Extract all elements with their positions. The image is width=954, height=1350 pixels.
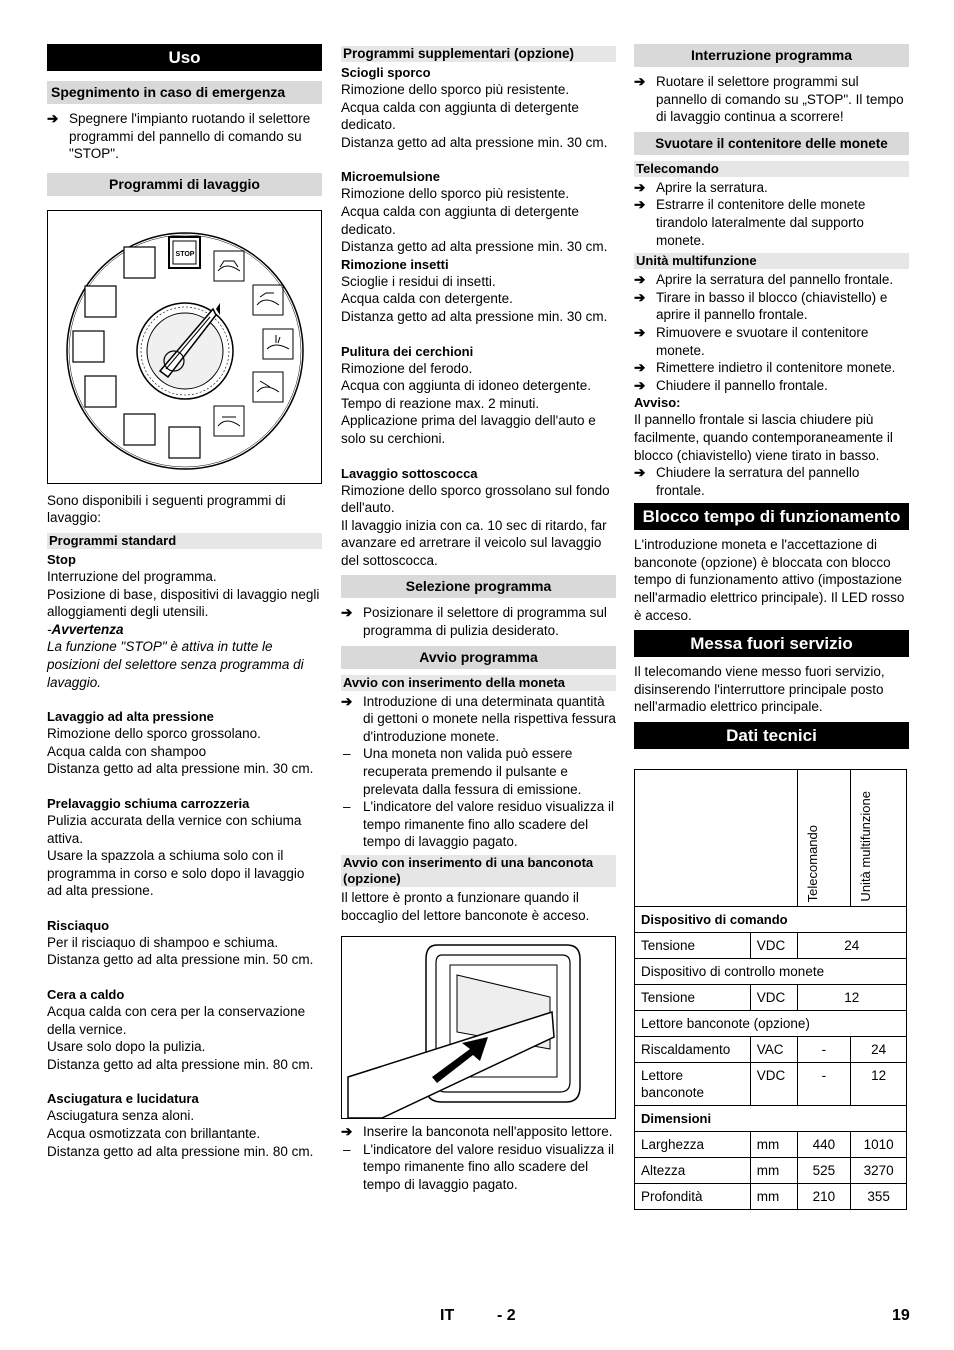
program-sottoscocca-text: Rimozione dello sporco grossolano sul fondo dell'auto. Il lavaggio inizia con ca. 10 sec di ritardo, far avanzare ed arretrare il veicolo sul lavaggio del sottoscocca.: [341, 482, 610, 568]
banknote-reader-figure: [341, 936, 616, 1119]
arrow-icon: ➔: [341, 605, 353, 621]
messa-text: Il telecomando viene messo fuori servizio, disinserendo l'interruttore principale posto nell'armadio elettrico principale.: [634, 664, 885, 715]
avviso-text: Il pannello frontale si lascia chiudere più facilmente, quando contemporaneamente il blocco (chiavistello) viene tirato in basso.: [634, 412, 893, 463]
program-lavaggio-text: Rimozione dello sporco grossolano. Acqua calda con shampoo Distanza getto ad alta pressione min. 30 cm.: [47, 726, 314, 777]
footer-sub-page: - 2: [497, 1307, 516, 1324]
section-title-dati: Dati tecnici: [634, 722, 909, 749]
program-micro-text: Rimozione dello sporco più resistente. Acqua calda con aggiunta di detergente dedicato. Distanza getto ad alta pressione min. 30 cm.: [341, 186, 608, 255]
table-row: Tensione VDC 12: [635, 985, 907, 1011]
step-avviso: ➔ Chiudere la serratura del pannello frontale.: [634, 465, 860, 498]
banknote-reader-illustration: [342, 937, 615, 1118]
section-title-uso: Uso: [47, 44, 322, 71]
step-unita-1: ➔ Aprire la serratura del pannello frontale.: [634, 272, 894, 288]
step-tele-2: ➔ Estrarre il contenitore delle monete tirandolo lateralmente dal supporto monete.: [634, 197, 866, 248]
banconota-text: Il lettore è pronto a funzionare quando il boccaglio del lettore banconote è acceso.: [341, 890, 590, 923]
program-cerchioni-text: Rimozione del ferodo. Acqua con aggiunta di idoneo detergente. Tempo di reazione max. 2 minuti. Applicazione prima del lavaggio dell'auto e solo su cerchioni.: [341, 360, 596, 446]
heading-avvio: Avvio programma: [341, 646, 616, 669]
note-moneta-2: – L'indicatore del valore residuo visualizza il tempo rimanente fino allo scadere del tempo di lavaggio pagato.: [343, 799, 614, 850]
note-banconota: – L'indicatore del valore residuo visualizza il tempo rimanente fino allo scadere del tempo di lavaggio pagato.: [343, 1141, 614, 1192]
arrow-icon: ➔: [634, 360, 646, 376]
header-telecomando: Telecomando: [804, 824, 820, 903]
heading-telecomando: Telecomando: [634, 161, 909, 177]
table-row: Dispositivo di controllo monete: [635, 959, 907, 985]
table-row: Riscaldamento VAC - 24: [635, 1037, 907, 1063]
program-cera-title: Cera a caldo: [47, 987, 125, 1003]
column-2: [341, 44, 616, 1194]
step-tele-1: ➔ Aprire la serratura.: [634, 179, 768, 195]
blocco-text: L'introduzione moneta e l'accettazione di banconote (opzione) è bloccata con blocco tempo di funzionamento attivo (impostazione nell'armadio elettrico principale). Il LED rosso è acceso.: [634, 537, 905, 623]
step-selezione: ➔ Posizionare il selettore di programma sul programma di pulizia desiderato.: [341, 605, 607, 639]
table-row: Dimensioni: [635, 1106, 907, 1132]
heading-banconota: Avvio con inserimento di una banconota (opzione): [341, 855, 616, 887]
heading-programmi-lavaggio: Programmi di lavaggio: [47, 173, 322, 196]
step-unita-2: ➔ Tirare in basso il blocco (chiavistello) e aprire il pannello frontale.: [634, 289, 888, 323]
avvertenza-text: La funzione "STOP" è attiva in tutte le posizioni del selettore senza programma di lavaggio.: [47, 639, 304, 690]
heading-moneta: Avvio con inserimento della moneta: [341, 675, 616, 691]
program-micro-title: Microemulsione: [341, 169, 440, 185]
step-moneta: ➔ Introduzione di una determinata quantità di gettoni o monete nella rispettiva fessura d'introduzione monete.: [341, 693, 616, 744]
table-row: Larghezza mm 440 1010: [635, 1132, 907, 1158]
step-unita-4: ➔ Rimettere indietro il contenitore monete.: [634, 360, 896, 376]
tech-data-table: [634, 769, 907, 1210]
arrow-icon: ➔: [634, 179, 646, 195]
program-stop-text: Interruzione del programma. Posizione di base, dispositivi di lavaggio negli alloggiamenti degli utensili.: [47, 568, 320, 620]
program-lavaggio-title: Lavaggio ad alta pressione: [47, 709, 214, 725]
program-asciugatura-text: Asciugatura senza aloni. Acqua osmotizzata con brillantante. Distanza getto ad alta pressione min. 80 cm.: [47, 1108, 314, 1159]
avviso-title: Avviso:: [634, 395, 681, 411]
program-insetti-text: Scioglie i residui di insetti. Acqua calda con detergente. Distanza getto ad alta pressione min. 30 cm.: [341, 273, 608, 324]
program-risciaquo-text: Per il risciaquo di shampoo e schiuma. Distanza getto ad alta pressione min. 50 cm.: [47, 934, 314, 968]
section-title-blocco: Blocco tempo di funzionamento: [634, 503, 909, 530]
arrow-icon: ➔: [634, 74, 646, 89]
arrow-icon: ➔: [634, 289, 646, 305]
arrow-icon: ➔: [341, 1124, 353, 1140]
column-1: [47, 44, 322, 1160]
program-prelavaggio-title: Prelavaggio schiuma carrozzeria: [47, 795, 250, 811]
program-risciaquo-title: Risciaquo: [47, 917, 110, 933]
step-unita-3: ➔ Rimuovere e svuotare il contenitore monete.: [634, 324, 869, 358]
heading-supplementari: Programmi supplementari (opzione): [341, 46, 616, 62]
table-row: Dispositivo di comando: [635, 907, 907, 933]
arrow-icon: ➔: [634, 377, 646, 393]
table-row: Lettore banconote (opzione): [635, 1011, 907, 1037]
intro-text: Sono disponibili i seguenti programmi di lavaggio:: [47, 492, 286, 526]
step-banconota: ➔ Inserire la banconota nell'apposito lettore.: [341, 1124, 613, 1140]
table-header-row: [635, 770, 907, 907]
heading-interruzione: Interruzione programma: [634, 44, 909, 67]
section-title-messa: Messa fuori servizio: [634, 630, 909, 657]
program-sciogli-title: Sciogli sporco: [341, 65, 431, 80]
program-dial-illustration: [48, 211, 321, 483]
arrow-icon: ➔: [634, 324, 646, 340]
heading-svuotare: Svuotare il contenitore delle monete: [634, 132, 909, 155]
step-unita-5: ➔ Chiudere il pannello frontale.: [634, 377, 828, 393]
step-spegnimento: ➔ Spegnere l'impianto ruotando il selettore programmi del pannello di comando su "STOP".: [47, 111, 311, 162]
program-asciugatura-title: Asciugatura e lucidatura: [47, 1091, 199, 1107]
program-stop-title: Stop: [47, 551, 76, 567]
program-sciogli-text: Rimozione dello sporco più resistente. Acqua calda con aggiunta di detergente dedicato. Distanza getto ad alta pressione min. 30 cm.: [341, 82, 608, 150]
program-sottoscocca-title: Lavaggio sottoscocca: [341, 465, 478, 481]
heading-selezione: Selezione programma: [341, 575, 616, 598]
arrow-icon: ➔: [634, 197, 646, 213]
arrow-icon: ➔: [341, 693, 353, 709]
dial-stop-label: STOP: [175, 250, 195, 258]
program-selector-figure: [47, 210, 322, 484]
heading-unita: Unità multifunzione: [634, 253, 909, 269]
step-interruzione: ➔ Ruotare il selettore programmi sul pannello di comando su „STOP". Il tempo di lavaggio continua a scorrere!: [634, 74, 904, 125]
table-row: Profondità mm 210 355: [635, 1184, 907, 1210]
arrow-icon: ➔: [634, 272, 646, 288]
footer-page-number: 19: [892, 1307, 910, 1324]
table-row: Altezza mm 525 3270: [635, 1158, 907, 1184]
program-cera-text: Acqua calda con cera per la conservazione della vernice. Usare solo dopo la pulizia. Distanza getto ad alta pressione min. 80 cm.: [47, 1004, 314, 1072]
heading-programmi-standard: Programmi standard: [47, 533, 322, 549]
table-row: Lettore banconote VDC - 12: [635, 1063, 907, 1106]
program-cerchioni-title: Pulitura dei cerchioni: [341, 343, 474, 359]
header-unita: Unità multifunzione: [858, 791, 874, 903]
program-prelavaggio-text: Pulizia accurata della vernice con schiuma attiva. Usare la spazzola a schiuma solo con il programma in corso e solo dopo il lavaggio ad alta pressione.: [47, 812, 305, 899]
program-insetti-title: Rimozione insetti: [341, 256, 449, 272]
arrow-icon: ➔: [47, 111, 59, 126]
heading-spegnimento: Spegnimento in caso di emergenza: [47, 81, 322, 104]
note-moneta-1: – Una moneta non valida può essere recuperata premendo il pulsante e prelevata dalla fessura di emissione.: [343, 746, 582, 797]
arrow-icon: ➔: [634, 465, 646, 481]
avvertenza-label: -Avvertenza: [47, 621, 124, 637]
column-3: [634, 44, 909, 1210]
footer-language: IT: [440, 1307, 455, 1324]
table-row: Tensione VDC 24: [635, 933, 907, 959]
